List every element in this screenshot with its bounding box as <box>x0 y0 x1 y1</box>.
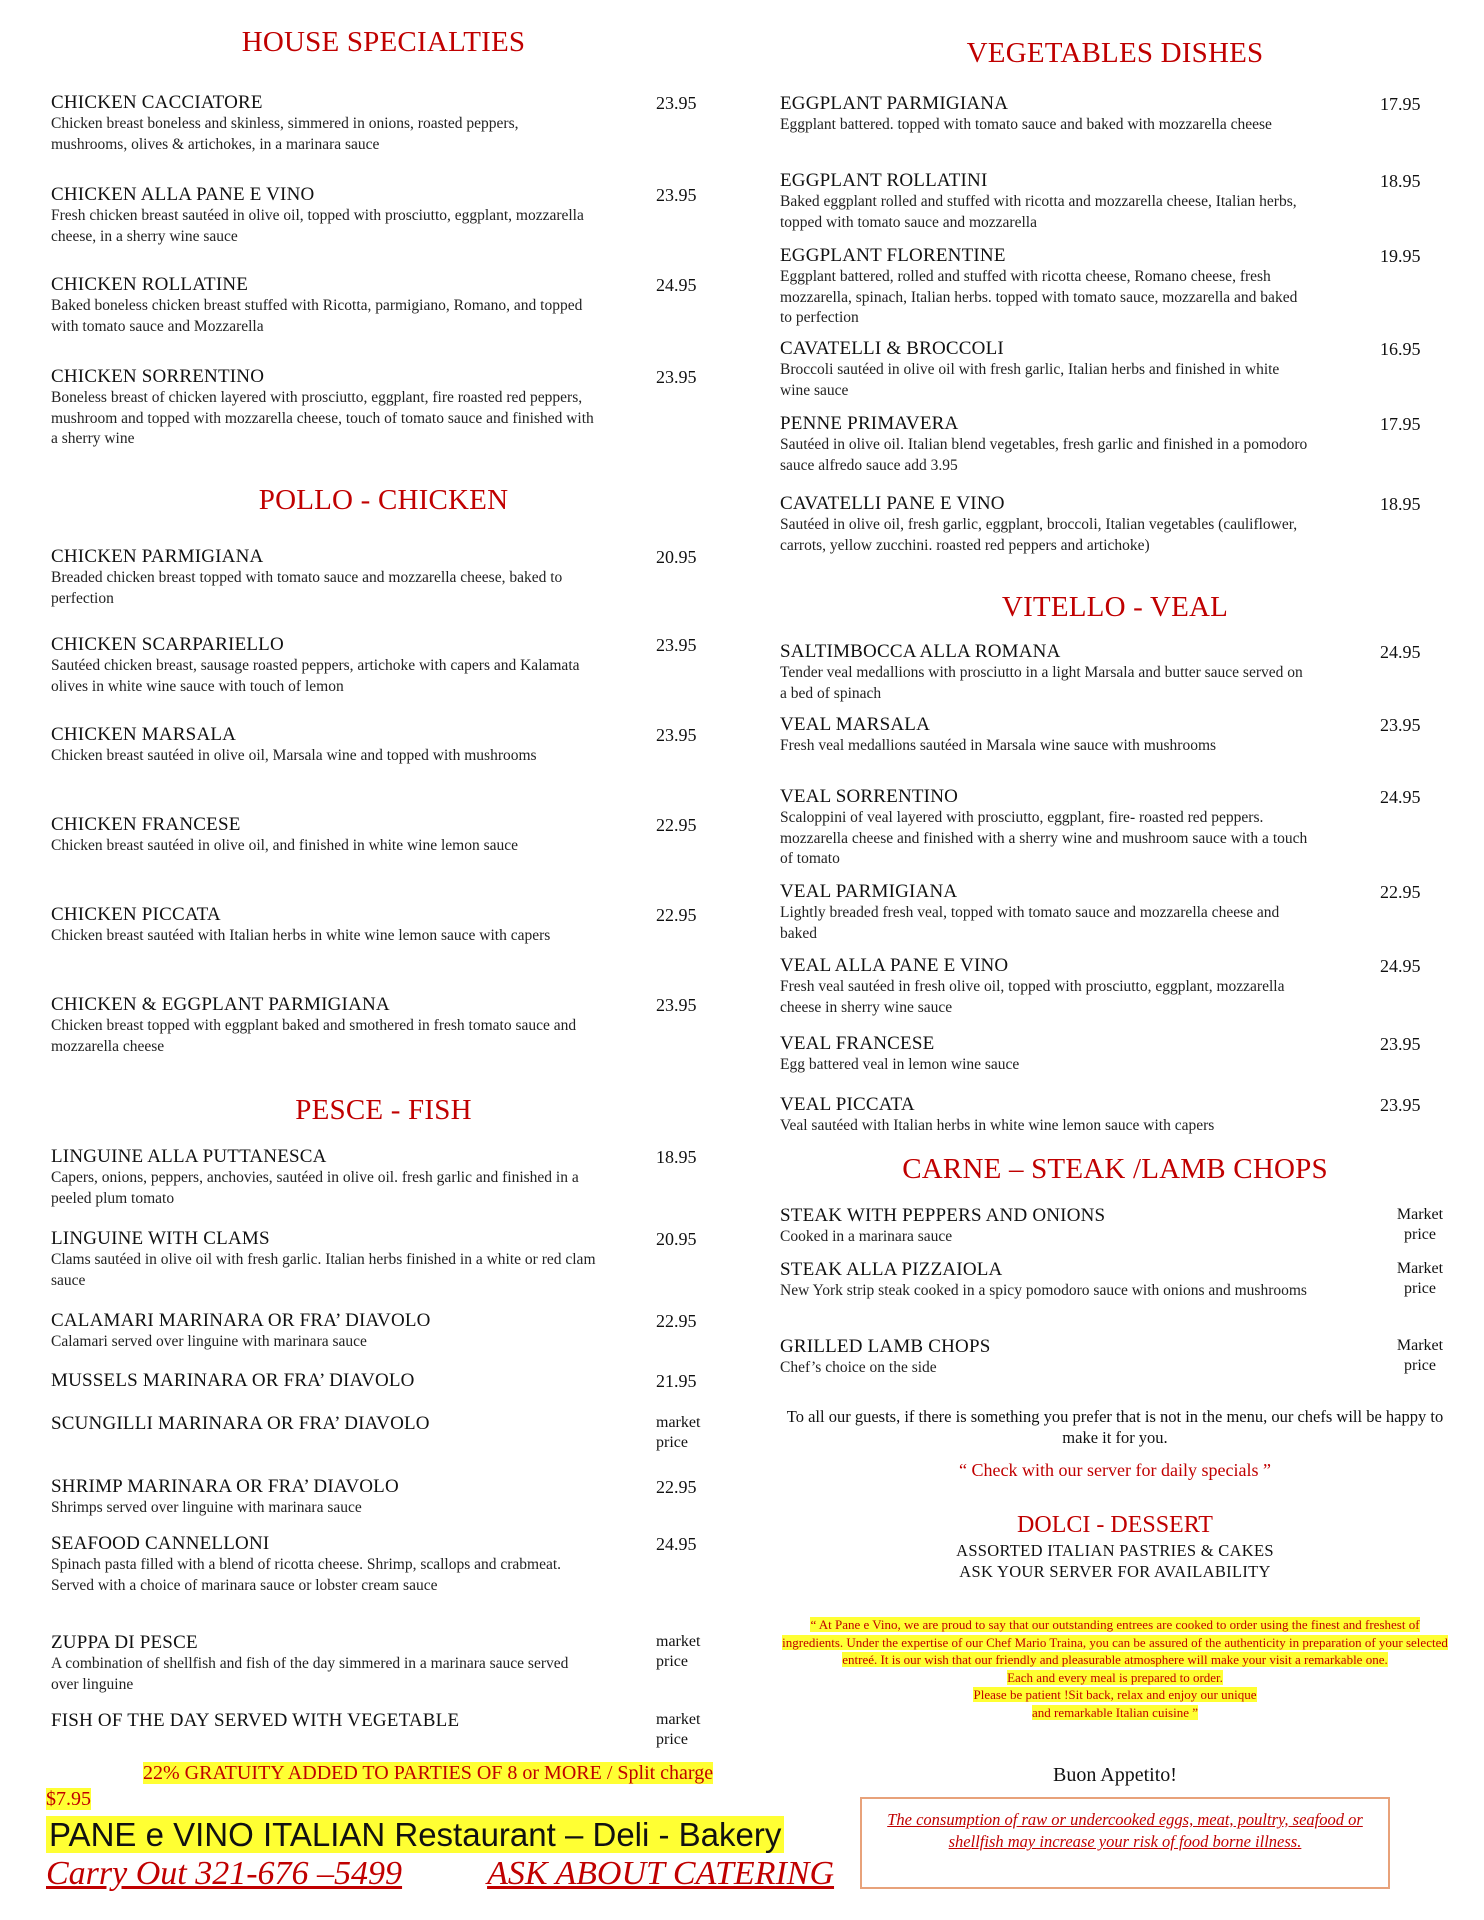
menu-item-price: 20.95 <box>656 547 697 567</box>
promo-text <box>780 1616 1450 1721</box>
menu-item-price: 23.95 <box>1380 715 1421 735</box>
menu-item-description: Sautéed chicken breast, sausage roasted peppers, artichoke with capers and Kalamata olives in white wine sauce with touch of lemon <box>51 657 580 695</box>
menu-item-description: Chicken breast sautéed in olive oil, and finished in white wine lemon sauce <box>51 837 519 854</box>
menu-item-price: 22.95 <box>656 815 697 835</box>
menu-item <box>780 170 1450 233</box>
menu-item <box>780 413 1450 476</box>
menu-item-price: 19.95 <box>1380 246 1421 266</box>
menu-item <box>51 1533 716 1596</box>
menu-item-name: STEAK WITH PEPPERS AND ONIONS <box>780 1205 1106 1226</box>
menu-item-price: 24.95 <box>1380 956 1421 976</box>
menu-item <box>51 184 716 247</box>
catering-link[interactable]: ASK ABOUT CATERING <box>487 1855 835 1892</box>
menu-item-price: 24.95 <box>656 275 697 295</box>
menu-item-name: VEAL MARSALA <box>780 714 931 735</box>
menu-item-name: EGGPLANT ROLLATINI <box>780 170 988 191</box>
menu-item-description: Tender veal medallions with prosciutto in a light Marsala and butter sauce served on a bed of spinach <box>780 664 1303 702</box>
menu-item-name: STEAK ALLA PIZZAIOLA <box>780 1259 1003 1280</box>
menu-item-name: LINGUINE ALLA PUTTANESCA <box>51 1146 327 1167</box>
menu-item-price: 23.95 <box>656 635 697 655</box>
dessert-line-1: ASSORTED ITALIAN PASTRIES & CAKES <box>956 1541 1274 1560</box>
menu-item-name: SEAFOOD CANNELLONI <box>51 1533 270 1554</box>
menu-item-price: 18.95 <box>1380 494 1421 514</box>
menu-item-description: Lightly breaded fresh veal, topped with tomato sauce and mozzarella cheese and baked <box>780 904 1280 942</box>
menu-item <box>51 634 716 697</box>
menu-item-price: 23.95 <box>1380 1095 1421 1115</box>
menu-item-name: CHICKEN & EGGPLANT PARMIGIANA <box>51 994 390 1015</box>
menu-item <box>780 245 1450 329</box>
menu-item <box>780 1094 1450 1137</box>
menu-item <box>780 641 1450 704</box>
menu-item-price: 24.95 <box>656 1534 697 1554</box>
menu-item <box>51 814 716 857</box>
menu-item <box>51 1228 716 1291</box>
menu-item-name: CHICKEN MARSALA <box>51 724 237 745</box>
menu-item <box>780 1259 1450 1302</box>
menu-item-price: 23.95 <box>656 725 697 745</box>
carne-steak-heading: CARNE – STEAK /LAMB CHOPS <box>902 1153 1328 1185</box>
house-specialties-heading: HOUSE SPECIALTIES <box>241 26 526 58</box>
menu-item-name: CHICKEN ROLLATINE <box>51 274 249 295</box>
menu-item-description: Baked eggplant rolled and stuffed with ricotta and mozzarella cheese, Italian herbs, topped with tomato sauce and mozzarella <box>780 193 1297 231</box>
menu-item-name: PENNE PRIMAVERA <box>780 413 959 434</box>
menu-item <box>51 724 716 767</box>
menu-item <box>51 994 716 1057</box>
menu-item-price: 18.95 <box>656 1147 697 1167</box>
menu-item-description: Veal sautéed with Italian herbs in white wine lemon sauce with capers <box>780 1117 1215 1134</box>
menu-item-price: 16.95 <box>1380 339 1421 359</box>
menu-item-description: Capers, onions, peppers, anchovies, sautéed in olive oil. fresh garlic and finished in a peeled plum tomato <box>51 1169 579 1207</box>
menu-item-description: Sautéed in olive oil. Italian blend vegetables, fresh garlic and finished in a pomodoro sauce alfredo sauce add 3.95 <box>780 436 1308 474</box>
restaurant-brand <box>46 1816 786 1854</box>
guests-note: To all our guests, if there is something you prefer that is not in the menu, our chefs will be happy to make it for you. <box>786 1407 1444 1447</box>
menu-item-description: Fresh veal sautéed in fresh olive oil, topped with prosciutto, eggplant, mozzarella cheese in sherry wine sauce <box>780 978 1285 1016</box>
menu-item <box>51 546 716 609</box>
vitello-veal-heading: VITELLO - VEAL <box>1001 591 1229 623</box>
menu-item <box>780 493 1450 556</box>
menu-item-name: VEAL FRANCESE <box>780 1033 935 1054</box>
menu-item-price: market price <box>656 1711 701 1748</box>
menu-item-price: 18.95 <box>1380 171 1421 191</box>
menu-item-name: SCUNGILLI MARINARA OR FRA’ DIAVOLO <box>51 1413 430 1434</box>
menu-item-description: Chef’s choice on the side <box>780 1359 937 1376</box>
menu-item-name: CHICKEN SORRENTINO <box>51 366 265 387</box>
menu-item <box>51 1146 716 1209</box>
menu-item <box>51 92 716 155</box>
menu-item-description: Fresh veal medallions sautéed in Marsala wine sauce with mushrooms <box>780 737 1217 754</box>
daily-specials-note: “ Check with our server for daily specials ” <box>959 1460 1271 1480</box>
promo-line-4: and remarkable Italian cuisine ” <box>1031 1704 1199 1720</box>
menu-item-description: Scaloppini of veal layered with prosciutto, eggplant, fire- roasted red peppers. mozzarella cheese and finished with a sherry wine and mushroom sauce with a touch of tomato <box>780 809 1308 867</box>
promo-line-3: Please be patient !Sit back, relax and enjoy our unique <box>973 1687 1257 1702</box>
menu-item-price: market price <box>656 1633 701 1670</box>
menu-item-price: 23.95 <box>1380 1034 1421 1054</box>
menu-item-description: Chicken breast boneless and skinless, simmered in onions, roasted peppers, mushrooms, olives & artichokes, in a marinara sauce <box>51 115 519 153</box>
promo-paragraph: “ At Pane e Vino, we are proud to say that our outstanding entrees are cooked to order using the finest and freshest of ingredients. Under the expertise of our Chef Mario Traina, you can be assured of the authenticity in preparation of your selected entreé. It is our wish that our friendly and pleasurable atmosphere will make your visit a remarkable one. <box>782 1617 1448 1667</box>
menu-item-name: CHICKEN SCARPARIELLO <box>51 634 284 655</box>
gratuity-text: 22% GRATUITY ADDED TO PARTIES OF 8 or MORE / Split charge <box>143 1762 714 1784</box>
menu-item <box>780 338 1450 401</box>
menu-item-description: Boneless breast of chicken layered with prosciutto, eggplant, fire roasted red peppers, mushroom and topped with mozzarella cheese, touch of tomato sauce and finished with a sherry wine <box>51 389 594 447</box>
vegetables-dishes-heading: VEGETABLES DISHES <box>966 37 1264 69</box>
menu-item-price: 24.95 <box>1380 787 1421 807</box>
menu-item-description: New York strip steak cooked in a spicy pomodoro sauce with onions and mushrooms <box>780 1282 1307 1299</box>
menu-item-name: EGGPLANT PARMIGIANA <box>780 93 1009 114</box>
menu-item <box>780 1033 1450 1076</box>
menu-item <box>780 714 1450 757</box>
menu-item-name: CAVATELLI PANE E VINO <box>780 493 1005 514</box>
footer <box>46 1760 835 1894</box>
menu-item-description: Broccoli sautéed in olive oil with fresh garlic, Italian herbs and finished in white wine sauce <box>780 361 1280 399</box>
menu-item <box>780 93 1450 136</box>
menu-item-description: Shrimps served over linguine with marinara sauce <box>51 1499 362 1516</box>
menu-item-price: market price <box>656 1414 701 1451</box>
menu-item-name: CHICKEN ALLA PANE E VINO <box>51 184 315 205</box>
menu-item <box>780 1336 1450 1379</box>
menu-item <box>780 1205 1450 1248</box>
menu-item-description: Sautéed in olive oil, fresh garlic, eggplant, broccoli, Italian vegetables (cauliflower, carrots, yellow zucchini. roasted red peppers and artichoke) <box>780 516 1298 554</box>
menu-item-price: Market price <box>1396 1206 1444 1243</box>
menu-item <box>780 955 1450 1018</box>
menu-item-name: VEAL SORRENTINO <box>780 786 959 807</box>
menu-item-name: VEAL PICCATA <box>780 1094 915 1115</box>
menu-item-name: SHRIMP MARINARA OR FRA’ DIAVOLO <box>51 1476 399 1497</box>
menu-item <box>780 786 1450 870</box>
menu-item-price: Market price <box>1396 1260 1444 1297</box>
menu-item-description: Breaded chicken breast topped with tomato sauce and mozzarella cheese, baked to perfection <box>51 569 563 607</box>
menu-item-price: 22.95 <box>656 905 697 925</box>
menu-item-price: 22.95 <box>1380 882 1421 902</box>
menu-item-description: Egg battered veal in lemon wine sauce <box>780 1056 1020 1073</box>
pollo-chicken-heading: POLLO - CHICKEN <box>258 484 509 516</box>
menu-item-price: Market price <box>1396 1337 1444 1374</box>
pesce-fish-heading: PESCE - FISH <box>295 1094 472 1126</box>
menu-item-name: ZUPPA DI PESCE <box>51 1632 198 1653</box>
menu-item-description: Chicken breast sautéed in olive oil, Marsala wine and topped with mushrooms <box>51 747 537 764</box>
menu-item-name: CHICKEN CACCIATORE <box>51 92 263 113</box>
menu-item-description: Baked boneless chicken breast stuffed with Ricotta, parmigiano, Romano, and topped with tomato sauce and Mozzarella <box>51 297 583 335</box>
menu-item-name: CALAMARI MARINARA OR FRA’ DIAVOLO <box>51 1310 431 1331</box>
menu-item-price: 21.95 <box>656 1371 697 1391</box>
menu-item <box>51 1310 716 1353</box>
menu-item-name: CAVATELLI & BROCCOLI <box>780 338 1004 359</box>
menu-item <box>51 274 716 337</box>
food-warning-box <box>860 1797 1390 1889</box>
menu-item-price: 23.95 <box>656 185 697 205</box>
menu-item-price: 24.95 <box>1380 642 1421 662</box>
menu-item-price: 20.95 <box>656 1229 697 1249</box>
buon-appetito: Buon Appetito! <box>1053 1764 1177 1786</box>
menu-item-name: SALTIMBOCCA ALLA ROMANA <box>780 641 1061 662</box>
menu-item-name: GRILLED LAMB CHOPS <box>780 1336 991 1357</box>
menu-item <box>51 1370 716 1392</box>
menu-item <box>51 1632 716 1695</box>
menu-item-description: A combination of shellfish and fish of the day simmered in a marinara sauce served over linguine <box>51 1655 569 1693</box>
menu-item-description: Chicken breast topped with eggplant baked and smothered in fresh tomato sauce and mozzarella cheese <box>51 1017 577 1055</box>
menu-item-price: 17.95 <box>1380 94 1421 114</box>
menu-item <box>51 366 716 450</box>
promo-line-2: Each and every meal is prepared to order. <box>1007 1669 1223 1685</box>
menu-item-name: EGGPLANT FLORENTINE <box>780 245 1006 266</box>
menu-item-description: Cooked in a marinara sauce <box>780 1228 953 1245</box>
menu-item-name: VEAL PARMIGIANA <box>780 881 958 902</box>
menu-item-description: Fresh chicken breast sautéed in olive oil, topped with prosciutto, eggplant, mozzarella cheese, in a sherry wine sauce <box>51 207 584 245</box>
menu-item-name: CHICKEN PARMIGIANA <box>51 546 264 567</box>
brand-text: PANE e VINO ITALIAN Restaurant – Deli - Bakery <box>46 1816 784 1853</box>
dolci-dessert-heading: DOLCI - DESSERT <box>1017 1512 1213 1538</box>
menu-item <box>51 904 716 947</box>
menu-item-description: Eggplant battered. topped with tomato sauce and baked with mozzarella cheese <box>780 116 1272 133</box>
menu-item <box>51 1413 716 1451</box>
menu-item-description: Clams sautéed in olive oil with fresh garlic. Italian herbs finished in a white or red clam sauce <box>51 1251 596 1289</box>
menu-item-description: Spinach pasta filled with a blend of ricotta cheese. Shrimp, scallops and crabmeat. Served with a choice of marinara sauce or lobster cream sauce <box>51 1556 562 1594</box>
menu-item-name: FISH OF THE DAY SERVED WITH VEGETABLE <box>51 1710 460 1731</box>
menu-item-description: Calamari served over linguine with marinara sauce <box>51 1333 367 1350</box>
carry-out-line[interactable] <box>46 1854 835 1894</box>
split-charge-price: $7.95 <box>46 1788 91 1810</box>
menu-item <box>51 1476 716 1519</box>
menu-item-price: 23.95 <box>656 367 697 387</box>
carry-out-phone[interactable]: Carry Out 321-676 –5499 <box>46 1855 403 1892</box>
menu-item-name: CHICKEN PICCATA <box>51 904 221 925</box>
gratuity-note <box>46 1760 786 1812</box>
food-warning-text: The consumption of raw or undercooked eggs, meat, poultry, seafood or shellfish may increase your risk of food borne illness. <box>887 1810 1363 1851</box>
menu-item <box>780 881 1450 944</box>
menu-item-name: LINGUINE WITH CLAMS <box>51 1228 270 1249</box>
menu-item-name: MUSSELS MARINARA OR FRA’ DIAVOLO <box>51 1370 415 1391</box>
menu-item-description: Chicken breast sautéed with Italian herbs in white wine lemon sauce with capers <box>51 927 551 944</box>
menu-item-price: 17.95 <box>1380 414 1421 434</box>
menu-item <box>51 1710 716 1748</box>
menu-item-price: 23.95 <box>656 93 697 113</box>
menu-item-name: VEAL ALLA PANE E VINO <box>780 955 1009 976</box>
menu-item-price: 23.95 <box>656 995 697 1015</box>
dessert-line-2: ASK YOUR SERVER FOR AVAILABILITY <box>959 1562 1271 1581</box>
menu-item-price: 22.95 <box>656 1311 697 1331</box>
menu-item-price: 22.95 <box>656 1477 697 1497</box>
menu-item-description: Eggplant battered, rolled and stuffed with ricotta cheese, Romano cheese, fresh mozzarella, spinach, Italian herbs. topped with tomato sauce, mozzarella and baked to perfection <box>780 268 1298 326</box>
menu-item-name: CHICKEN FRANCESE <box>51 814 241 835</box>
